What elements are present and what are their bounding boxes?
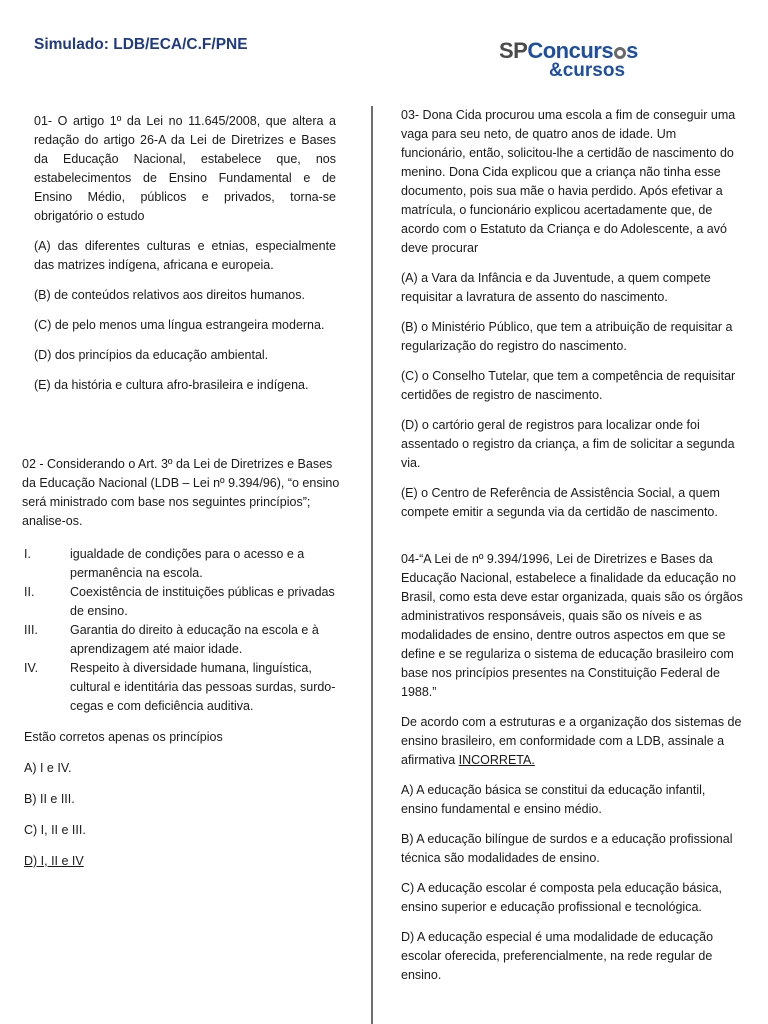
question-1-option-b: (B) de conteúdos relativos aos direitos humanos. xyxy=(34,288,305,302)
question-2-option-b: B) II e III. xyxy=(24,792,75,806)
question-4 xyxy=(401,550,744,985)
question-4-stem: 04-“A Lei de nº 9.394/1996, Lei de Diretrizes e Bases da Educação Nacional, estabelece a finalidade da educação no Brasil, como esta deve estar organizada, quais são os órgãos administrativos responsáveis, quais são os níveis e as modalidades de ensino, dentre outros aspectos em que se define e se regulariza o sistema de educação brasileiro com base nos princípios presentes na Constituição Federal de 1988.” xyxy=(401,552,743,699)
page-title: Simulado: LDB/ECA/C.F/PNE xyxy=(34,36,248,53)
right-column xyxy=(401,106,744,985)
logo-s-text: s xyxy=(626,38,638,63)
gear-icon xyxy=(614,47,626,59)
list-item-number: IV. xyxy=(24,661,39,675)
question-3-option-d: (D) o cartório geral de registros para localizar onde foi assentado o registro da criança, a fim de solicitar a segunda via. xyxy=(401,418,735,470)
question-2-option-c: C) I, II e III. xyxy=(24,823,86,837)
question-1-option-d: (D) dos princípios da educação ambiental. xyxy=(34,348,269,362)
question-2-principles-list xyxy=(22,545,348,716)
question-3-option-a: (A) a Vara da Infância e da Juventude, a quem compete requisitar a lavratura de assento do nascimento. xyxy=(401,271,711,304)
question-4-option-a: A) A educação básica se constitui da educação infantil, ensino fundamental e ensino médio. xyxy=(401,783,706,816)
list-item xyxy=(22,583,348,621)
question-2-option-a: A) I e IV. xyxy=(24,761,72,775)
question-4-instruction xyxy=(401,713,744,770)
list-item-text: Coexistência de instituições públicas e privadas de ensino. xyxy=(70,585,335,618)
list-item xyxy=(22,545,348,583)
question-4-option-b: B) A educação bilíngue de surdos e a educação profissional técnica são modalidades de ensino. xyxy=(401,832,733,865)
list-item xyxy=(22,659,348,716)
question-3-option-e: (E) o Centro de Referência de Assistência Social, a quem compete emitir a segunda via da certidão de nascimento. xyxy=(401,486,720,519)
list-item-number: II. xyxy=(24,585,35,599)
question-2-prompt: Estão corretos apenas os princípios xyxy=(24,730,223,744)
question-4-option-c: C) A educação escolar é composta pela educação básica, ensino superior e educação profissional e tecnológica. xyxy=(401,881,723,914)
question-4-option-d: D) A educação especial é uma modalidade de educação escolar oferecida, preferencialmente, na rede regular de ensino. xyxy=(401,930,714,982)
sp-concursos-logo xyxy=(499,40,661,82)
list-item-text: igualdade de condições para o acesso e a permanência na escola. xyxy=(70,547,305,580)
question-3-stem: 03- Dona Cida procurou uma escola a fim de conseguir uma vaga para seu neto, de quatro anos de idade. Um funcionário, então, solicitou-lhe a certidão de nascimento do menino. Dona Cida explicou que a criança não tinha esse documento, pois sua mãe o havia perdido. Após efetivar a matrícula, o funcionário explicou acertadamente que, de acordo com o Estatuto da Criança e do Adolescente, a avó deve procurar xyxy=(401,108,736,255)
question-3-option-c: (C) o Conselho Tutelar, que tem a competência de requisitar certidões de registro de nascimento. xyxy=(401,369,736,402)
logo-sp-text: SP xyxy=(499,38,528,63)
question-1-option-a: (A) das diferentes culturas e etnias, especialmente das matrizes indígena, africana e europeia. xyxy=(34,239,336,272)
logo-cursos-text: &cursos xyxy=(549,60,626,81)
question-2 xyxy=(22,455,348,871)
column-divider xyxy=(371,106,373,1024)
list-item-text: Garantia do direito à educação na escola e à aprendizagem até maior idade. xyxy=(70,623,319,656)
question-3 xyxy=(401,106,744,522)
incorrect-emphasis: INCORRETA. xyxy=(458,753,535,767)
list-item-number: I. xyxy=(24,547,31,561)
list-item-number: III. xyxy=(24,623,38,637)
question-2-stem: 02 - Considerando o Art. 3º da Lei de Diretrizes e Bases da Educação Nacional (LDB – Lei nº 9.394/96), “o ensino será ministrado com base nos seguintes princípios”; analise-os. xyxy=(22,457,340,528)
question-2-option-d: D) I, II e IV xyxy=(24,854,84,868)
logo-concurs-text: Concurs xyxy=(527,38,614,63)
list-item xyxy=(22,621,348,659)
list-item-text: Respeito à diversidade humana, linguística, cultural e identitária das pessoas surdas, surdo-cegas e com deficiência auditiva. xyxy=(70,661,336,713)
question-1 xyxy=(34,112,336,395)
question-1-option-c: (C) de pelo menos uma língua estrangeira moderna. xyxy=(34,318,325,332)
question-1-stem: 01- O artigo 1º da Lei no 11.645/2008, que altera a redação do artigo 26-A da Lei de Diretrizes e Bases da Educação Nacional, estabelece que, nos estabelecimentos de Ensino Fundamental e de Ensino Médio, públicos e privados, torna-se obrigatório o estudo xyxy=(34,114,336,223)
question-1-option-e: (E) da história e cultura afro-brasileira e indígena. xyxy=(34,378,309,392)
question-4-instruction-text: De acordo com a estruturas e a organização dos sistemas de ensino brasileiro, em conformidade com a LDB, assinale a afirmativa xyxy=(401,715,742,767)
question-3-option-b: (B) o Ministério Público, que tem a atribuição de requisitar a regularização do registro do nascimento. xyxy=(401,320,733,353)
